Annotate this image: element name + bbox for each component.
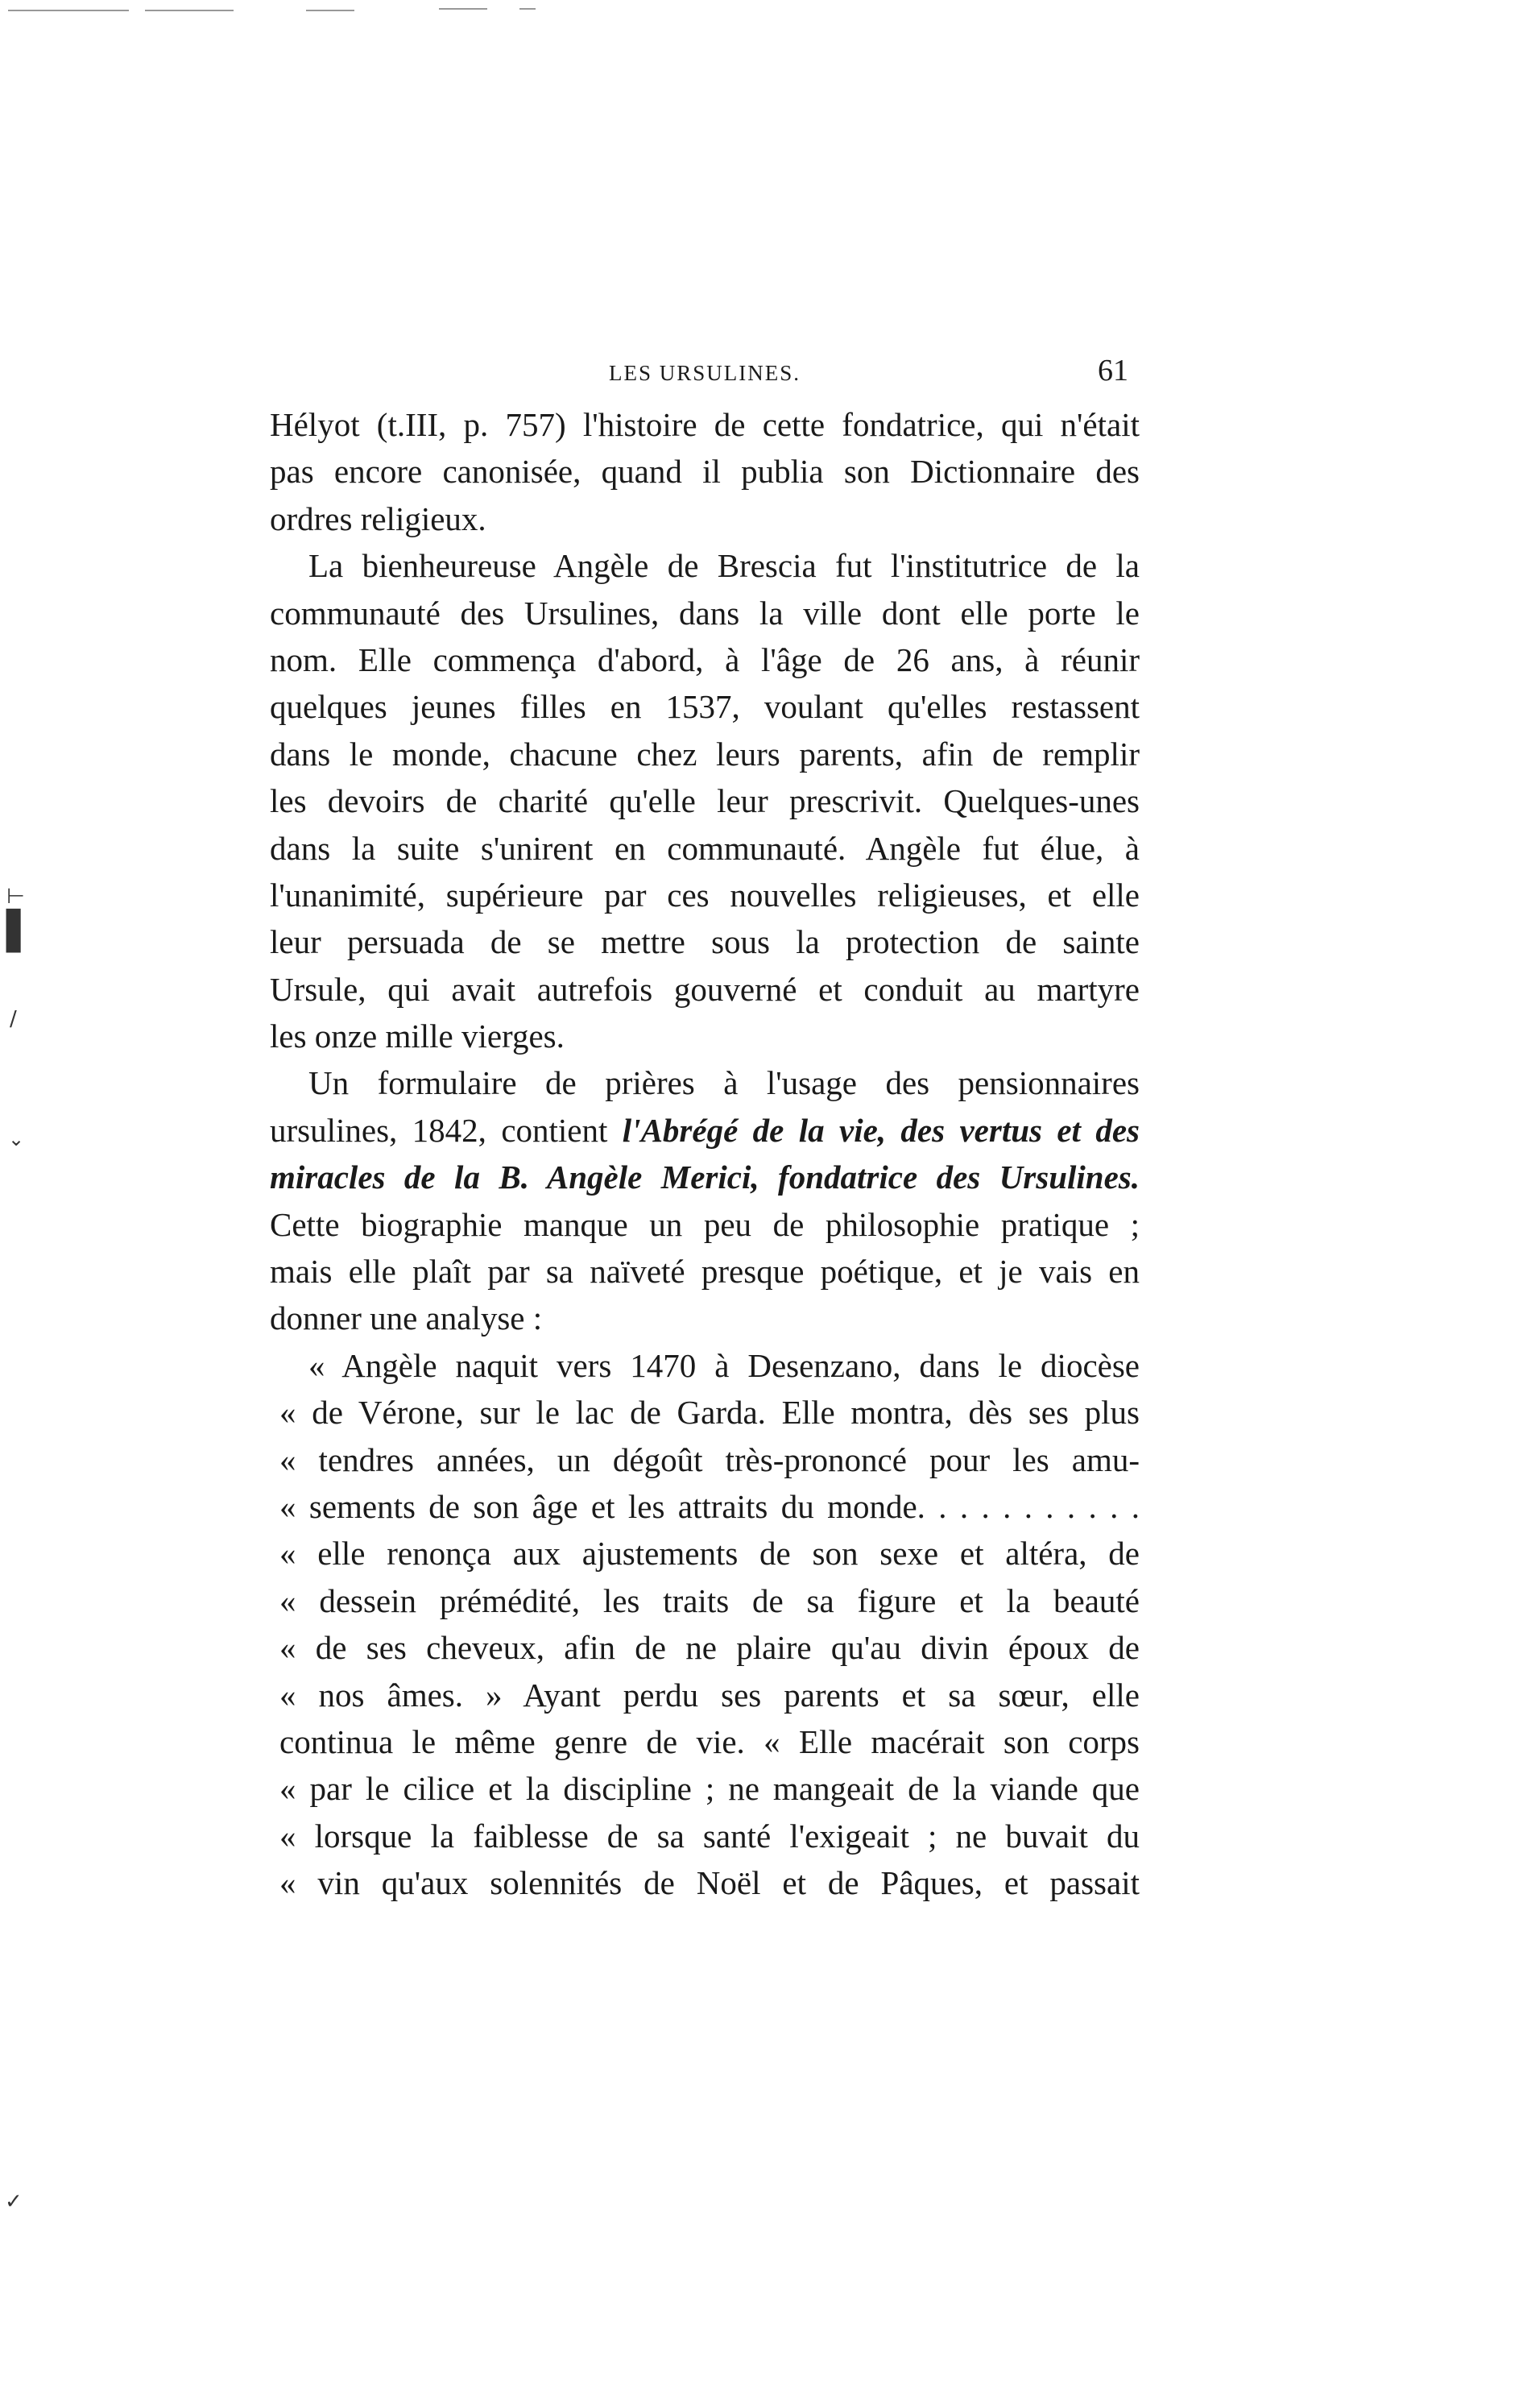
- book-title-italic: l'Abrégé de la vie, des vertus et des: [622, 1111, 1140, 1149]
- text-line: La bienheureuse Angèle de Brescia fut l'institutrice de la: [308, 547, 1140, 585]
- text-line: les devoirs de charité qu'elle leur prescrivit. Quelques-unes: [270, 782, 1140, 820]
- text-line: quelques jeunes filles en 1537, voulant qu'elles restassent: [270, 688, 1140, 726]
- scan-artifact-top-5: [519, 8, 536, 10]
- scan-artifact-top-3: [306, 10, 354, 11]
- text-line: continua le même genre de vie. « Elle macérait son corps: [279, 1722, 1140, 1760]
- book-title-italic-line: miracles de la B. Angèle Merici, fondatrice des Ursulines.: [270, 1158, 1140, 1196]
- text-line: nom. Elle commença d'abord, à l'âge de 26 ans, à réunir: [270, 640, 1140, 678]
- text-line: les onze mille vierges.: [270, 1017, 565, 1055]
- text-line-mixed: [270, 1107, 1140, 1154]
- quote-line: « de Vérone, sur le lac de Garda. Elle montra, dès ses plus: [279, 1394, 1140, 1432]
- quote-line: « elle renonça aux ajustements de son sexe et altéra, de: [279, 1535, 1140, 1573]
- quote-line: « sements de son âge et les attraits du monde. . . . . . . . . . .: [279, 1487, 1140, 1525]
- quote-line: « de ses cheveux, afin de ne plaire qu'au divin époux de: [279, 1629, 1140, 1667]
- quote-line: « tendres années, un dégoût très-prononcé pour les amu-: [279, 1440, 1140, 1478]
- quote-line: « nos âmes. » Ayant perdu ses parents et sa sœur, elle: [279, 1676, 1140, 1714]
- quote-line: « Angèle naquit vers 1470 à Desenzano, dans le diocèse: [308, 1346, 1140, 1384]
- quote-line: « lorsque la faiblesse de sa santé l'exigeait ; ne buvait du: [279, 1817, 1140, 1855]
- page-number: 61: [1098, 354, 1128, 388]
- text-line: Un formulaire de prières à l'usage des pensionnaires: [308, 1064, 1140, 1102]
- text-line: leur persuada de se mettre sous la protection de sainte: [270, 923, 1140, 961]
- text-line: mais elle plaît par sa naïveté presque poétique, et je vais en: [270, 1253, 1140, 1291]
- quote-line: « vin qu'aux solennités de Noël et de Pâques, et passait: [279, 1864, 1140, 1902]
- running-title: LES URSULINES.: [608, 361, 801, 385]
- margin-arrow-mark: ⊢: [6, 885, 25, 909]
- text-line: dans le monde, chacune chez leurs parents, afin de remplir: [270, 735, 1140, 773]
- body-text: [270, 401, 1140, 1907]
- text-line: Cette biographie manque un peu de philosophie pratique ;: [270, 1205, 1140, 1243]
- text-line: l'unanimité, supérieure par ces nouvelles religieuses, et elle: [270, 876, 1140, 914]
- margin-tick-mark-1: /: [10, 1007, 17, 1031]
- text-line: dans la suite s'unirent en communauté. Angèle fut élue, à: [270, 829, 1140, 867]
- text-segment: ursulines, 1842, contient: [270, 1111, 608, 1149]
- quote-line: « dessein prémédité, les traits de sa figure et la beauté: [279, 1581, 1140, 1619]
- text-line: Hélyot (t.III, p. 757) l'histoire de cette fondatrice, qui n'était: [270, 406, 1140, 443]
- text-line: donner une analyse :: [270, 1299, 543, 1337]
- text-line: Ursule, qui avait autrefois gouverné et conduit au martyre: [270, 970, 1140, 1008]
- text-line: ordres religieux.: [270, 499, 486, 537]
- margin-bar-mark: ▌: [6, 909, 35, 952]
- running-head: [270, 353, 1140, 393]
- margin-tick-mark-3: ✓: [5, 2190, 23, 2214]
- quote-line: « par le cilice et la discipline ; ne mangeait de la viande que: [279, 1770, 1140, 1808]
- margin-tick-mark-2: ⌄: [8, 1128, 25, 1150]
- scan-artifact-top-2: [145, 10, 234, 11]
- scan-artifact-top-1: [8, 10, 129, 11]
- text-line: communauté des Ursulines, dans la ville dont elle porte le: [270, 594, 1140, 632]
- text-line: pas encore canonisée, quand il publia son Dictionnaire des: [270, 453, 1140, 491]
- scan-artifact-top-4: [439, 8, 487, 10]
